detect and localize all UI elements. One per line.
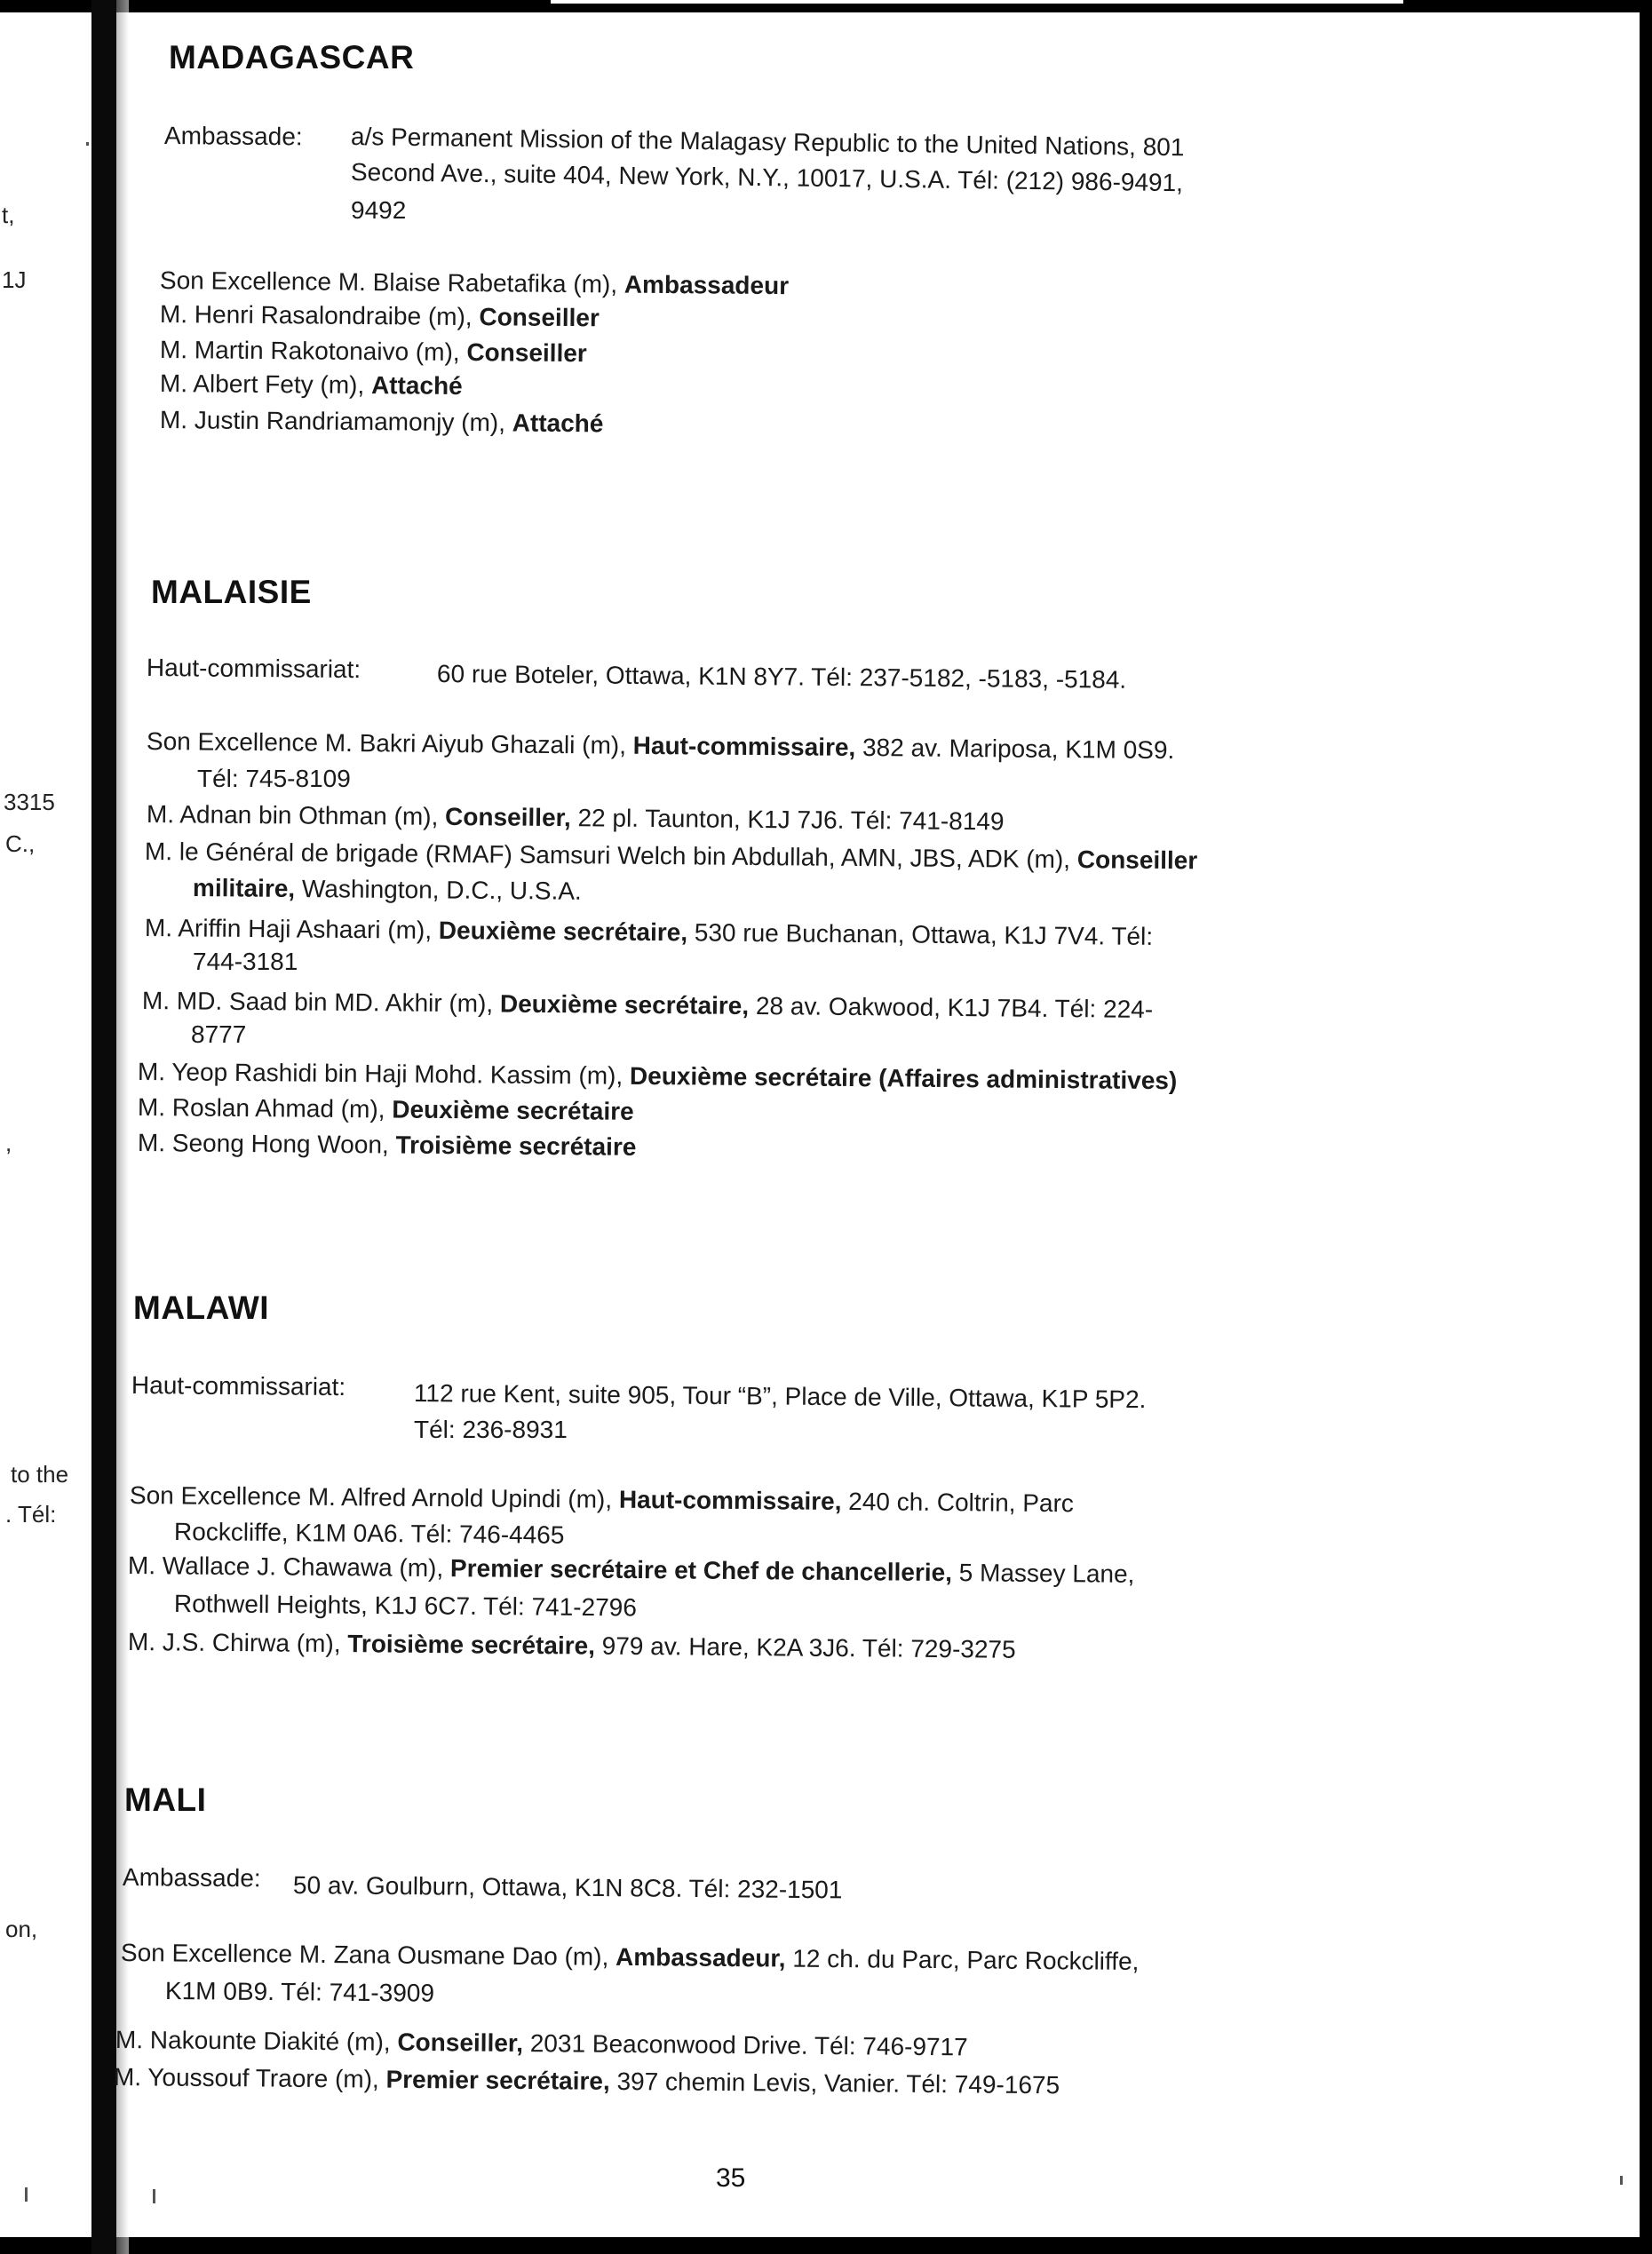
scan-speck <box>1620 2176 1623 2185</box>
staff-entry <box>147 726 1175 765</box>
staff-role: Troisième secrétaire, <box>347 1630 596 1660</box>
staff-role: militaire, <box>192 874 296 903</box>
staff-name: M. Martin Rakotonaivo (m), <box>159 336 467 367</box>
staff-entry <box>142 986 1153 1024</box>
staff-entry-continued: Tél: 745-8109 <box>197 765 351 792</box>
staff-address: 5 Massey Lane, <box>951 1559 1135 1588</box>
staff-role: Haut-commissaire, <box>632 731 856 761</box>
staff-role: Deuxième secrétaire <box>392 1095 634 1125</box>
staff-entry <box>147 799 1005 836</box>
staff-address: 979 av. Hare, K2A 3J6. Tél: 729-3275 <box>594 1631 1016 1663</box>
staff-name: Son Excellence M. Zana Ousmane Dao (m), <box>120 1939 616 1971</box>
staff-name: M. Nakounte Diakité (m), <box>115 2026 398 2056</box>
staff-entry <box>128 1551 1135 1589</box>
staff-name: M. Justin Randriamamonjy (m), <box>159 406 512 437</box>
staff-name: M. Adnan bin Othman (m), <box>146 800 446 830</box>
staff-name: M. Youssouf Traore (m), <box>113 2063 386 2093</box>
mission-label: Ambassade: <box>122 1863 261 1893</box>
staff-entry <box>121 1938 1140 1976</box>
staff-entry <box>160 266 789 300</box>
left-page-fragment: . Tél: <box>5 1501 57 1528</box>
staff-entry <box>130 1480 1074 1518</box>
staff-name: M. Albert Fety (m), <box>159 369 372 400</box>
mission-address-line: 60 rue Boteler, Ottawa, K1N 8Y7. Tél: 237-5182, -5183, -5184. <box>436 660 1127 694</box>
mission-address-line: Tél: 236-8931 <box>414 1416 568 1443</box>
staff-name: Son Excellence M. Blaise Rabetafika (m), <box>159 266 625 298</box>
left-page-fragment: , <box>5 1130 12 1156</box>
left-page-fragment: C., <box>5 830 36 857</box>
country-heading: MADAGASCAR <box>169 39 415 75</box>
staff-entry-continued: 8777 <box>191 1020 247 1048</box>
staff-address: 12 ch. du Parc, Parc Rockcliffe, <box>785 1944 1140 1976</box>
left-page-fragment: on, <box>5 1916 38 1942</box>
staff-role: Conseiller <box>479 303 600 332</box>
staff-name: M. Yeop Rashidi bin Haji Mohd. Kassim (m), <box>137 1058 631 1090</box>
mission-address-line: 9492 <box>351 196 407 224</box>
staff-role: Haut-commissaire, <box>618 1485 842 1515</box>
staff-role: Premier secrétaire, <box>385 2065 610 2095</box>
mission-label: Haut-commissariat: <box>146 654 361 684</box>
scan-speck <box>25 2187 28 2202</box>
scan-border-top-gap <box>551 0 1403 4</box>
staff-role: Deuxième secrétaire (Affaires administratives) <box>629 1061 1178 1095</box>
left-page-fragment: t, <box>2 202 15 228</box>
staff-name: Son Excellence M. Alfred Arnold Upindi (m), <box>129 1481 620 1513</box>
staff-address: 382 av. Mariposa, K1M 0S9. <box>855 733 1175 765</box>
staff-role: Conseiller, <box>444 802 571 832</box>
staff-role: Conseiller <box>466 338 587 368</box>
mission-address-line: a/s Permanent Mission of the Malagasy Republic to the United Nations, 801 <box>350 123 1185 162</box>
staff-name: M. Wallace J. Chawawa (m), <box>127 1552 451 1583</box>
staff-entry-continued: K1M 0B9. Tél: 741-3909 <box>164 1977 435 2007</box>
mission-label: Ambassade: <box>163 122 303 151</box>
scan-border-right <box>1640 0 1652 2254</box>
left-page-fragment: 1J <box>2 266 27 293</box>
staff-name: M. Seong Hong Woon, <box>137 1129 396 1159</box>
staff-entry <box>128 1627 1016 1664</box>
mission-address-line: 50 av. Goulburn, Ottawa, K1N 8C8. Tél: 232-1501 <box>292 1871 843 1904</box>
page-number: 35 <box>716 2163 746 2193</box>
book-gutter <box>91 0 116 2254</box>
staff-address: 2031 Beaconwood Drive. Tél: 746-9717 <box>522 2029 968 2061</box>
gutter-shadow <box>116 0 129 2254</box>
staff-role: Ambassadeur, <box>615 1942 786 1972</box>
staff-entry <box>160 335 587 368</box>
staff-address: 397 chemin Levis, Vanier. Tél: 749-1675 <box>609 2067 1060 2099</box>
staff-name: M. le Général de brigade (RMAF) Samsuri Welch bin Abdullah, AMN, JBS, ADK (m), <box>144 837 1077 874</box>
staff-name: Son Excellence M. Bakri Aiyub Ghazali (m), <box>146 727 633 759</box>
staff-role: Ambassadeur <box>623 270 790 300</box>
staff-entry <box>138 1092 634 1126</box>
staff-role: Conseiller, <box>397 2028 524 2058</box>
staff-entry <box>114 2062 1060 2099</box>
staff-role: Deuxième secrétaire, <box>499 989 750 1020</box>
staff-entry <box>115 2025 968 2061</box>
staff-address: 530 rue Buchanan, Ottawa, K1J 7V4. Tél: <box>687 918 1154 950</box>
staff-role: Attaché <box>370 371 463 400</box>
staff-entry-continued: 744-3181 <box>193 948 298 975</box>
staff-role: Conseiller <box>1076 845 1198 875</box>
scan-border-bottom <box>0 2237 1652 2254</box>
staff-name: M. Ariffin Haji Ashaari (m), <box>144 914 440 944</box>
staff-role: Deuxième secrétaire, <box>438 916 688 947</box>
staff-address: 28 av. Oakwood, K1J 7B4. Tél: 224- <box>748 991 1154 1023</box>
country-heading: MALAWI <box>133 1290 270 1326</box>
staff-entry-continued: Rockcliffe, K1M 0A6. Tél: 746-4465 <box>173 1518 565 1549</box>
staff-entry <box>138 1128 637 1162</box>
staff-role: Premier secrétaire et Chef de chancellerie, <box>449 1554 953 1587</box>
staff-entry-continued: Rothwell Heights, K1J 6C7. Tél: 741-2796 <box>173 1590 638 1622</box>
mission-address-line: 112 rue Kent, suite 905, Tour “B”, Place de Ville, Ottawa, K1P 5P2. <box>413 1379 1147 1414</box>
scan-speck <box>153 2189 155 2203</box>
staff-name: M. J.S. Chirwa (m), <box>127 1628 348 1658</box>
country-heading: MALI <box>124 1782 207 1818</box>
staff-address: 22 pl. Taunton, K1J 7J6. Tél: 741-8149 <box>570 804 1005 836</box>
staff-address: Washington, D.C., U.S.A. <box>295 875 582 905</box>
staff-entry-continued <box>193 873 582 906</box>
staff-entry <box>145 837 1198 875</box>
staff-entry <box>160 299 600 332</box>
staff-entry <box>138 1057 1178 1095</box>
staff-entry <box>160 405 604 438</box>
staff-entry <box>145 913 1153 951</box>
staff-name: M. Henri Rasalondraibe (m), <box>159 300 480 331</box>
staff-entry <box>160 369 463 401</box>
staff-address: 240 ch. Coltrin, Parc <box>841 1487 1075 1518</box>
scan-speck <box>86 142 89 146</box>
staff-role: Attaché <box>512 409 604 438</box>
staff-role: Troisième secrétaire <box>395 1131 637 1161</box>
mission-label: Haut-commissariat: <box>131 1371 346 1401</box>
staff-name: M. Roslan Ahmad (m), <box>137 1093 393 1123</box>
country-heading: MALAISIE <box>151 574 312 610</box>
left-page-fragment: to the <box>11 1461 69 1488</box>
left-page-fragment: 3315 <box>4 789 55 815</box>
staff-name: M. MD. Saad bin MD. Akhir (m), <box>141 987 501 1018</box>
mission-address-line: Second Ave., suite 404, New York, N.Y., 10017, U.S.A. Tél: (212) 986-9491, <box>350 158 1184 197</box>
